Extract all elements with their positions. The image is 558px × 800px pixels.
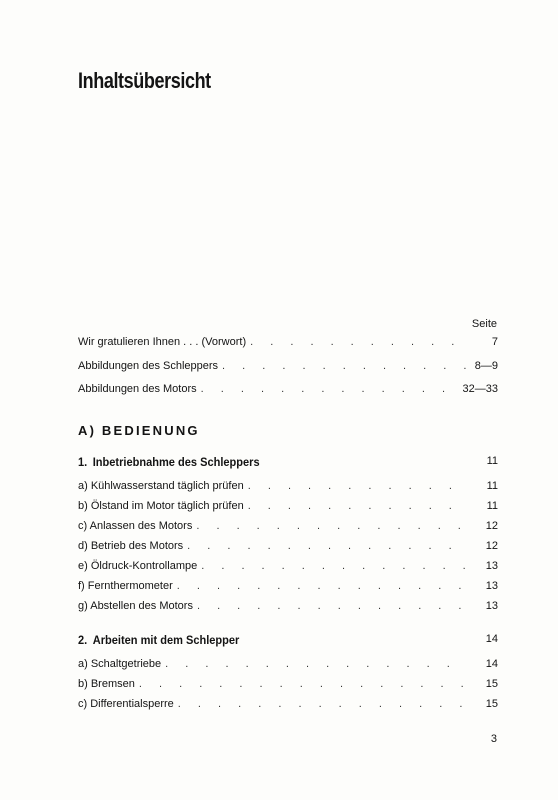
toc-entry-page: 13 [485, 600, 498, 612]
toc-entry[interactable] [78, 540, 498, 556]
toc-entry-page: 8—9 [474, 360, 498, 372]
leader-dots [139, 678, 466, 690]
chapter-label: Inbetriebnahme des Schleppers [92, 455, 260, 469]
toc-entry[interactable] [78, 560, 498, 576]
chapter-label: Arbeiten mit dem Schlepper [92, 633, 240, 647]
toc-entry[interactable] [78, 383, 498, 399]
toc-entry[interactable] [78, 480, 498, 496]
toc-entry-label: a) Kühlwasserstand täglich prüfen [78, 480, 244, 492]
leader-dots [187, 540, 466, 552]
toc-entry[interactable] [78, 360, 498, 376]
toc-entry-label: c) Anlassen des Motors [78, 520, 193, 532]
toc-entry-page: 15 [485, 678, 498, 690]
toc-entry[interactable] [78, 678, 498, 694]
toc-entry[interactable] [78, 336, 498, 352]
leader-dots [248, 480, 466, 492]
toc-entry-page: 11 [486, 500, 498, 512]
leader-dots [201, 560, 466, 572]
toc-entry-page: 11 [486, 480, 498, 492]
page-title: Inhaltsübersicht [78, 68, 211, 93]
leader-dots [201, 383, 454, 395]
chapter-page: 14 [485, 633, 498, 645]
toc-entry-label: Wir gratulieren Ihnen . . . (Vorwort) [78, 336, 247, 348]
toc-entry-page: 13 [485, 580, 498, 592]
toc-entry[interactable] [78, 600, 498, 616]
toc-entry-label: c) Differentialsperre [78, 698, 174, 710]
leader-dots [177, 580, 466, 592]
toc-entry-label: f) Fernthermometer [78, 580, 173, 592]
chapter-heading[interactable] [78, 633, 498, 647]
toc-entry-page: 13 [485, 560, 498, 572]
toc-entry-label: Abbildungen des Motors [78, 383, 197, 395]
chapter-title [78, 455, 260, 469]
section-heading: A) BEDIENUNG [78, 423, 200, 438]
toc-entry-label: b) Bremsen [78, 678, 135, 690]
leader-dots [248, 500, 466, 512]
toc-entry-label: b) Ölstand im Motor täglich prüfen [78, 500, 244, 512]
toc-entry-page: 14 [485, 658, 498, 670]
leader-dots [196, 520, 466, 532]
leader-dots [197, 600, 466, 612]
chapter-title [78, 633, 239, 647]
toc-entry-label: d) Betrieb des Motors [78, 540, 184, 552]
toc-entry-page: 7 [491, 336, 498, 348]
chapter-number: 1. [78, 455, 88, 469]
toc-entry-page: 15 [485, 698, 498, 710]
toc-entry[interactable] [78, 500, 498, 516]
toc-entry[interactable] [78, 658, 498, 674]
toc-entry[interactable] [78, 698, 498, 714]
leader-dots [222, 360, 466, 372]
toc-entry-page: 32—33 [462, 383, 498, 395]
toc-entry-label: e) Öldruck-Kontrollampe [78, 560, 198, 572]
leader-dots [250, 336, 466, 348]
chapter-heading[interactable] [78, 455, 498, 469]
page-column-header: Seite [471, 318, 497, 330]
chapter-number: 2. [78, 633, 88, 647]
toc-entry[interactable] [78, 580, 498, 596]
toc-entry-label: g) Abstellen des Motors [78, 600, 193, 612]
toc-entry[interactable] [78, 520, 498, 536]
chapter-page: 11 [486, 455, 498, 467]
leader-dots [165, 658, 466, 670]
leader-dots [178, 698, 466, 710]
toc-entry-label: a) Schaltgetriebe [78, 658, 162, 670]
toc-entry-page: 12 [485, 520, 498, 532]
toc-entry-page: 12 [485, 540, 498, 552]
toc-entry-label: Abbildungen des Schleppers [78, 360, 219, 372]
page-number: 3 [490, 733, 497, 745]
